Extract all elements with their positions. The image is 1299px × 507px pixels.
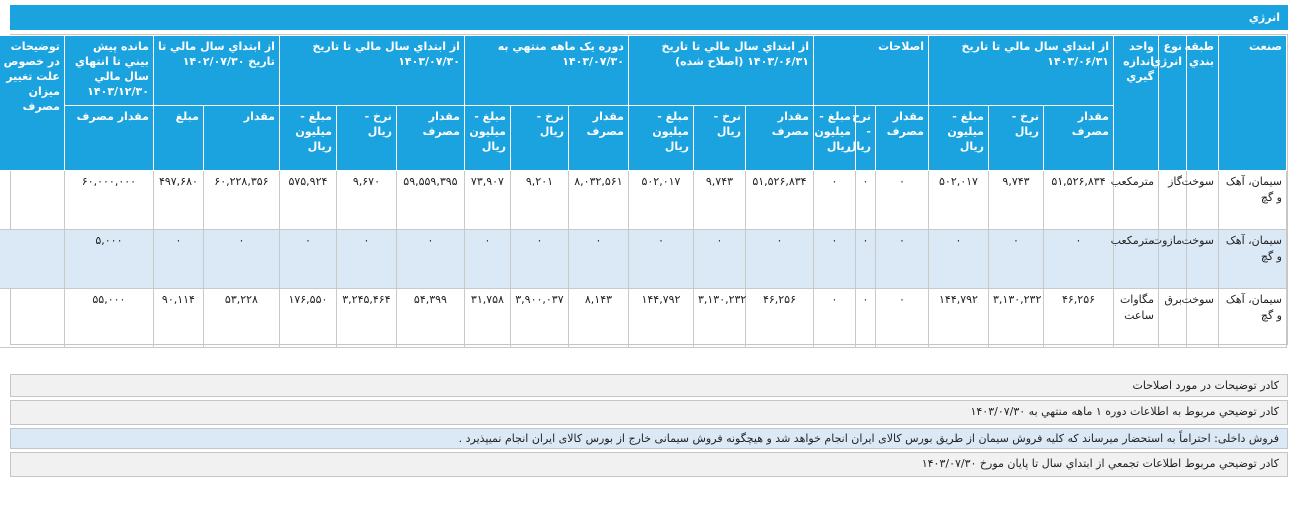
sub-rate: نرخ - ريال xyxy=(693,106,745,171)
cell-value: ۰ xyxy=(279,230,336,289)
cell-value: ۰ xyxy=(989,230,1044,289)
cell-value: ۵۷۵,۹۲۴ xyxy=(279,171,336,230)
sub-amount: مبلغ xyxy=(153,106,203,171)
cell-company: سيمان، آهک و گچ xyxy=(1219,171,1287,230)
cell-category: سوخت xyxy=(1187,171,1219,230)
cell-energy-type: برق xyxy=(1159,289,1187,348)
sub-rate: نرخ - ريال xyxy=(336,106,396,171)
cell-value: ۰ xyxy=(856,171,876,230)
cell-value: ۹,۷۴۳ xyxy=(989,171,1044,230)
cell-value: ۴۶,۲۵۶ xyxy=(745,289,813,348)
cell-value: ۳۱,۷۵۸ xyxy=(464,289,510,348)
cell-value: ۰ xyxy=(856,230,876,289)
cell-value: ۰ xyxy=(568,230,628,289)
sub-rate: نرخ - ريال xyxy=(856,106,876,171)
cell-value: ۰ xyxy=(203,230,279,289)
cell-value: ۰ xyxy=(876,289,929,348)
cell-value: ۰ xyxy=(1044,230,1114,289)
cell-remaining: ۵۵,۰۰۰ xyxy=(64,289,153,348)
cell-value: ۸,۱۴۳ xyxy=(568,289,628,348)
sub-qty: مقدار مصرف xyxy=(876,106,929,171)
cell-value: ۱۷۶,۵۵۰ xyxy=(279,289,336,348)
sub-qty: مقدار مصرف xyxy=(568,106,628,171)
cell-value: ۳,۹۰۰,۰۳۷ xyxy=(510,289,568,348)
cell-remaining: ۵,۰۰۰ xyxy=(64,230,153,289)
cell-value: ۰ xyxy=(856,289,876,348)
cell-explanation xyxy=(0,289,64,348)
cell-value: ۰ xyxy=(396,230,464,289)
note-cumulative: کادر توضيحي مربوط اطلاعات تجمعي از ابتداي سال تا پايان مورخ ۱۴۰۳/۰۷/۳۰ xyxy=(10,452,1288,477)
cell-value: ۴۹۷,۶۸۰ xyxy=(153,171,203,230)
cell-value: ۰ xyxy=(628,230,693,289)
cell-value: ۰ xyxy=(929,230,989,289)
cell-value: ۳,۱۳۰,۲۳۲ xyxy=(989,289,1044,348)
cell-value: ۰ xyxy=(510,230,568,289)
cell-value: ۷۳,۹۰۷ xyxy=(464,171,510,230)
group-month-0730: دوره يک ماهه منتهي به ۱۴۰۳/۰۷/۳۰ xyxy=(464,36,628,106)
cell-explanation xyxy=(0,230,64,289)
sub-amount: مبلغ - ميليون ريال xyxy=(628,106,693,171)
cell-value: ۰ xyxy=(876,171,929,230)
cell-energy-type: گاز xyxy=(1159,171,1187,230)
sub-qty: مقدار مصرف xyxy=(745,106,813,171)
sub-rate: نرخ - ريال xyxy=(510,106,568,171)
cell-value: ۰ xyxy=(876,230,929,289)
cell-value: ۰ xyxy=(813,230,855,289)
cell-value: ۵۳,۲۲۸ xyxy=(203,289,279,348)
cell-value: ۰ xyxy=(813,289,855,348)
table-row xyxy=(0,289,1287,348)
sub-qty: مقدار مصرف xyxy=(396,106,464,171)
cell-value: ۳,۲۴۵,۴۶۴ xyxy=(336,289,396,348)
cell-value: ۰ xyxy=(813,171,855,230)
table-row xyxy=(0,230,1287,289)
cell-explanation xyxy=(0,171,64,230)
col-explanation: توضيحات در خصوص علت تغيير ميزان مصرف xyxy=(0,36,64,171)
col-category: طبقه بندي xyxy=(1187,36,1219,171)
cell-value: ۱۴۴,۷۹۲ xyxy=(929,289,989,348)
cell-value: ۹,۷۴۳ xyxy=(693,171,745,230)
group-ytd-0631-corrected: از ابتداي سال مالي تا تاريخ ۱۴۰۳/۰۶/۳۱ (اصلاح شده) xyxy=(628,36,813,106)
energy-table xyxy=(0,35,1287,348)
cell-value: ۹,۲۰۱ xyxy=(510,171,568,230)
sub-amount: مبلغ - ميليون ريال xyxy=(929,106,989,171)
cell-value: ۵۰۲,۰۱۷ xyxy=(929,171,989,230)
cell-value: ۵۱,۵۲۶,۸۳۴ xyxy=(745,171,813,230)
cell-category: سوخت xyxy=(1187,230,1219,289)
cell-value: ۱۴۴,۷۹۲ xyxy=(628,289,693,348)
cell-energy-type: مازوت xyxy=(1159,230,1187,289)
cell-value: ۵۴,۳۹۹ xyxy=(396,289,464,348)
cell-value: ۰ xyxy=(153,230,203,289)
sub-amount: مبلغ - ميليون ريال xyxy=(464,106,510,171)
section-title-bar xyxy=(10,5,1288,30)
note-corrections: کادر توضيحات در مورد اصلاحات xyxy=(10,374,1288,397)
cell-value: ۵۰۲,۰۱۷ xyxy=(628,171,693,230)
energy-table-container xyxy=(3,34,1288,345)
group-ytd-0631: از ابتداي سال مالي تا تاريخ ۱۴۰۳/۰۶/۳۱ xyxy=(929,36,1114,106)
note-monthly: کادر توضيحي مربوط به اطلاعات دوره ۱ ماهه منتهي به ۱۴۰۳/۰۷/۳۰ xyxy=(10,400,1288,425)
cell-value: ۶۰,۲۲۸,۳۵۶ xyxy=(203,171,279,230)
section-title: انرژي xyxy=(1248,11,1280,24)
table-row xyxy=(0,171,1287,230)
cell-value: ۸,۰۳۲,۵۶۱ xyxy=(568,171,628,230)
cell-unit: مگاوات ساعت xyxy=(1114,289,1159,348)
group-corrections: اصلاحات xyxy=(813,36,928,106)
col-energy-type: نوع انرژي xyxy=(1159,36,1187,171)
cell-unit: مترمکعب xyxy=(1114,171,1159,230)
sub-amount: مبلغ - ميليون ريال xyxy=(813,106,855,171)
group-ytd-1402: از ابتداي سال مالي تا تاريخ ۱۴۰۲/۰۷/۳۰ xyxy=(153,36,279,106)
cell-value: ۹,۶۷۰ xyxy=(336,171,396,230)
col-unit: واحد اندازه گيري xyxy=(1114,36,1159,171)
col-remaining: مانده پيش بيني تا انتهاي سال مالي ۱۴۰۳/۱۲/۳۰ xyxy=(64,36,153,106)
cell-value: ۰ xyxy=(336,230,396,289)
cell-value: ۰ xyxy=(693,230,745,289)
col-company: صنعت xyxy=(1219,36,1287,171)
cell-company: سيمان، آهک و گچ xyxy=(1219,230,1287,289)
sub-amount: مبلغ - ميليون ريال xyxy=(279,106,336,171)
cell-value: ۳,۱۳۰,۲۳۲ xyxy=(693,289,745,348)
cell-value: ۰ xyxy=(464,230,510,289)
sub-qty: مقدار xyxy=(203,106,279,171)
cell-value: ۵۹,۵۵۹,۳۹۵ xyxy=(396,171,464,230)
sub-rate: نرخ - ريال xyxy=(989,106,1044,171)
cell-value: ۹۰,۱۱۴ xyxy=(153,289,203,348)
cell-category: سوخت xyxy=(1187,289,1219,348)
cell-value: ۴۶,۲۵۶ xyxy=(1044,289,1114,348)
sub-qty: مقدار مصرف xyxy=(64,106,153,171)
group-ytd-0730: از ابتداي سال مالي تا تاريخ ۱۴۰۳/۰۷/۳۰ xyxy=(279,36,464,106)
sub-qty: مقدار مصرف xyxy=(1044,106,1114,171)
notes-section xyxy=(10,374,1288,480)
cell-company: سيمان، آهک و گچ xyxy=(1219,289,1287,348)
cell-remaining: ۶۰,۰۰۰,۰۰۰ xyxy=(64,171,153,230)
cell-unit: مترمکعب xyxy=(1114,230,1159,289)
cell-value: ۰ xyxy=(745,230,813,289)
note-domestic-sales: فروش داخلی: احتراماً به استحضار میرساند که کلیه فروش سیمان از طریق بورس کالای ایران انجام خواهد شد و هیچگونه فروش سیمانی خارج از بورس کالای ایران انجام نمیپذیرد . xyxy=(10,428,1288,449)
cell-value: ۵۱,۵۲۶,۸۳۴ xyxy=(1044,171,1114,230)
